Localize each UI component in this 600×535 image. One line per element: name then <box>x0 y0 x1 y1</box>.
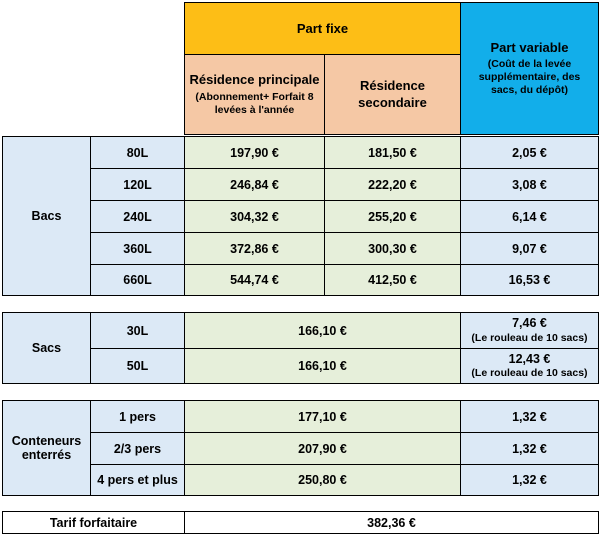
residence-secondaire-header <box>324 54 461 135</box>
price-text: 304,32 € <box>230 209 279 224</box>
price-text: 12,43 € <box>508 351 551 366</box>
variable-cell <box>460 400 599 433</box>
price-text: 372,86 € <box>230 241 279 256</box>
size-cell <box>90 432 185 465</box>
sacs-label <box>2 312 91 384</box>
roll-note: (Le rouleau de 10 sacs) <box>471 367 588 380</box>
secondaire-cell <box>324 136 461 169</box>
price-text: 2,05 € <box>512 145 547 160</box>
bacs-label <box>2 136 91 296</box>
part-fixe-label: Part fixe <box>296 21 349 36</box>
part-variable-label: Part variable <box>490 39 569 55</box>
size-cell <box>90 348 185 384</box>
residence-principale-label: Résidence principale <box>189 71 320 87</box>
part-fixe-header <box>184 2 461 55</box>
tarif-label-text: Tarif forfaitaire <box>49 515 138 530</box>
price-text: 7,46 € <box>512 316 547 331</box>
price-text: 9,07 € <box>512 241 547 256</box>
price-text: 3,08 € <box>512 177 547 192</box>
size-text: 30L <box>126 323 149 338</box>
size-text: 120L <box>123 177 152 192</box>
variable-cell <box>460 168 599 201</box>
price-text: 412,50 € <box>368 273 417 287</box>
fixe-cell <box>184 400 461 433</box>
size-text: 4 pers et plus <box>97 473 178 487</box>
price-text: 1,32 € <box>512 441 547 456</box>
tarif-value-text: 382,36 € <box>367 515 416 530</box>
size-text: 660L <box>123 273 152 287</box>
bacs-label-text: Bacs <box>31 209 62 223</box>
tarif-forfaitaire-label <box>2 511 185 534</box>
sacs-label-text: Sacs <box>31 341 62 355</box>
secondaire-cell <box>324 232 461 265</box>
price-text: 166,10 € <box>298 359 347 373</box>
secondaire-cell <box>324 168 461 201</box>
size-cell <box>90 264 185 296</box>
price-text: 16,53 € <box>508 273 551 287</box>
variable-cell <box>460 312 599 349</box>
secondaire-cell <box>324 264 461 296</box>
price-text: 1,32 € <box>512 473 547 487</box>
price-text: 207,90 € <box>298 441 347 456</box>
fixe-cell <box>184 312 461 349</box>
variable-cell <box>460 348 599 384</box>
price-text: 300,30 € <box>368 241 417 256</box>
part-variable-header <box>460 2 599 135</box>
price-text: 181,50 € <box>368 145 417 160</box>
size-text: 50L <box>126 359 149 373</box>
price-text: 6,14 € <box>512 209 547 224</box>
size-cell <box>90 400 185 433</box>
price-text: 246,84 € <box>230 177 279 192</box>
part-variable-note: (Coût de la levée supplémentaire, des sacs, du dépôt) <box>478 57 581 97</box>
residence-secondaire-label: Résidence secondaire <box>358 78 427 110</box>
price-text: 1,32 € <box>512 409 547 424</box>
size-cell <box>90 464 185 496</box>
fixe-cell <box>184 464 461 496</box>
variable-cell <box>460 464 599 496</box>
size-text: 360L <box>123 241 152 256</box>
variable-cell <box>460 432 599 465</box>
variable-cell <box>460 200 599 233</box>
variable-cell <box>460 232 599 265</box>
size-cell <box>90 312 185 349</box>
price-text: 255,20 € <box>368 209 417 224</box>
variable-cell <box>460 136 599 169</box>
price-text: 544,74 € <box>230 273 279 287</box>
size-cell <box>90 136 185 169</box>
size-text: 1 pers <box>119 409 156 424</box>
price-text: 222,20 € <box>368 177 417 192</box>
residence-principale-note: (Abonnement+ Forfait 8 levées à l'année <box>195 91 314 117</box>
fixe-cell <box>184 348 461 384</box>
price-text: 166,10 € <box>298 323 347 338</box>
principale-cell <box>184 136 325 169</box>
price-text: 177,10 € <box>298 409 347 424</box>
conteneurs-label <box>2 400 91 496</box>
principale-cell <box>184 232 325 265</box>
fixe-cell <box>184 432 461 465</box>
price-text: 250,80 € <box>298 473 347 487</box>
size-text: 240L <box>123 209 152 224</box>
size-cell <box>90 200 185 233</box>
secondaire-cell <box>324 200 461 233</box>
price-text: 197,90 € <box>230 145 279 160</box>
principale-cell <box>184 200 325 233</box>
principale-cell <box>184 264 325 296</box>
conteneurs-label-text: Conteneurs enterrés <box>11 434 82 462</box>
residence-principale-header <box>184 54 325 135</box>
roll-note: (Le rouleau de 10 sacs) <box>471 331 588 344</box>
size-text: 80L <box>126 145 149 160</box>
tarif-forfaitaire-value <box>184 511 599 534</box>
size-cell <box>90 168 185 201</box>
variable-cell <box>460 264 599 296</box>
size-text: 2/3 pers <box>113 441 162 456</box>
principale-cell <box>184 168 325 201</box>
size-cell <box>90 232 185 265</box>
